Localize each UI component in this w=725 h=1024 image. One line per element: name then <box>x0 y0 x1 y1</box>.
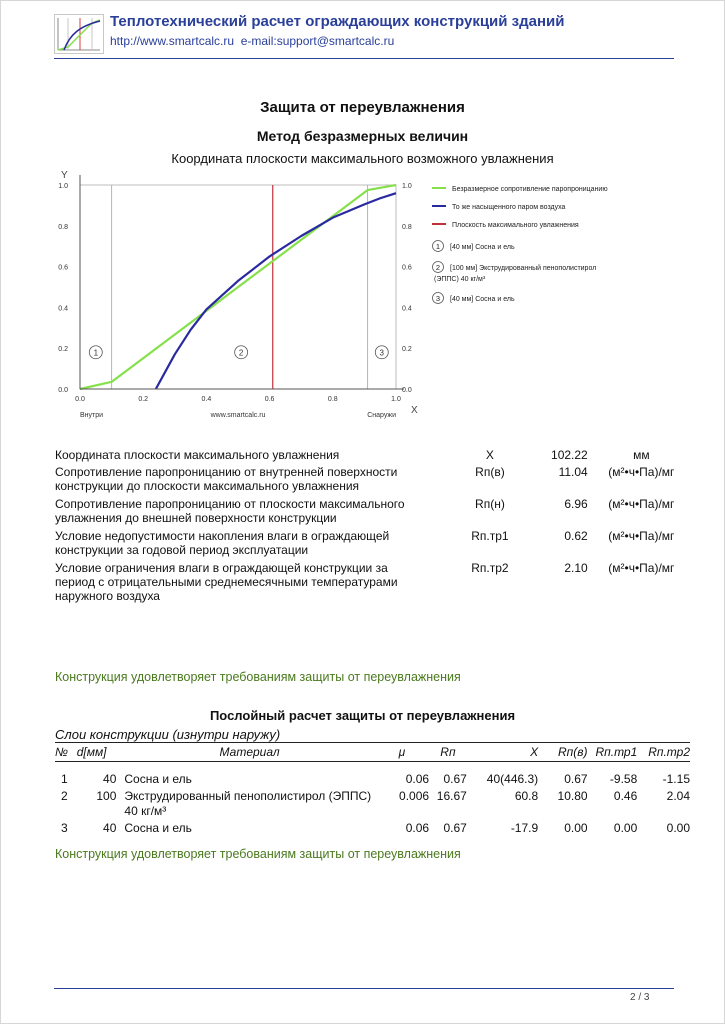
header-title: Теплотехнический расчет ограждающих конструкций зданий <box>110 13 565 30</box>
header-divider <box>54 58 674 59</box>
x-tick-label: 1.0 <box>391 396 401 403</box>
layers-cell: 3 <box>61 821 68 835</box>
layers-row <box>55 820 690 837</box>
layers-cell: 16.67 <box>436 789 467 803</box>
result-row <box>55 448 695 465</box>
result-value: 2.10 <box>564 561 588 575</box>
legend-label: Плоскость максимального увлажнения <box>452 222 579 229</box>
x-tick-label: 0.8 <box>327 396 338 403</box>
result-symbol: Rп.тр2 <box>471 561 509 575</box>
layers-cell: 40(446.3) <box>486 772 539 786</box>
result-unit: (м²•ч•Па)/мг <box>608 529 675 543</box>
footer-divider <box>54 988 674 989</box>
layers-column-header: Rп.тр1 <box>588 743 638 762</box>
legend-layer-number: 2 <box>435 263 441 272</box>
chart-legend <box>432 186 608 304</box>
results-table <box>55 448 695 607</box>
legend-layer-label: [40 мм] Сосна и ель <box>450 296 515 303</box>
layers-cell: 40 <box>103 772 117 786</box>
layers-column-header: μ <box>375 743 429 762</box>
header-url[interactable]: http://www.smartcalc.ru <box>110 34 235 48</box>
layers-column-header: Rп.тр2 <box>637 743 690 762</box>
result-row <box>55 497 695 529</box>
layers-header-row <box>55 743 690 762</box>
layers-title: Послойный расчет защиты от переувлажнения <box>209 708 516 723</box>
y-tick-label-right: 0.2 <box>402 346 412 354</box>
label-outside: Снаружи <box>367 412 396 419</box>
layers-cell: 0.00 <box>666 821 690 835</box>
result-value: 11.04 <box>558 465 588 479</box>
moisture-chart <box>0 165 725 425</box>
y-tick-label-left: 0.6 <box>58 264 68 272</box>
result-label: Сопротивление паропроницанию от внутренней поверхности конструкции до плоскости максимального увлажнения <box>55 465 398 493</box>
legend-layer-number: 1 <box>435 242 441 251</box>
layers-cell: 2 <box>61 789 68 803</box>
result-symbol: Rп(н) <box>475 497 505 511</box>
layers-column-header: Материал <box>116 743 374 762</box>
y-tick-label-left: 1.0 <box>58 183 68 190</box>
layers-cell: 1 <box>61 772 68 786</box>
layers-cell: Экструдированный пенополистирол (ЭППС) 40 кг/м³ <box>124 789 372 818</box>
y-tick-label-right: 1.0 <box>402 183 412 190</box>
y-tick-label-right: 0.4 <box>402 305 412 313</box>
layers-cell: -1.15 <box>662 772 690 786</box>
layers-cell: -9.58 <box>609 772 638 786</box>
method-title: Метод безразмерных величин <box>256 128 469 144</box>
y-tick-label-left: 0.8 <box>58 223 68 231</box>
layers-table <box>55 742 690 837</box>
result-symbol: Rп.тр1 <box>471 529 509 543</box>
conclusion-text-2: Конструкция удовлетворяет требованиям защиты от переувлажнения <box>55 847 461 861</box>
layers-cell: 0.06 <box>405 821 430 835</box>
layers-column-header: № <box>55 743 77 762</box>
y-tick-label-left: 0.2 <box>58 346 68 354</box>
result-row <box>55 561 695 607</box>
layers-cell: 100 <box>96 789 117 803</box>
y-tick-label-right: 0.6 <box>402 264 412 272</box>
layers-cell: 0.67 <box>443 821 467 835</box>
result-row <box>55 529 695 561</box>
logo-icon <box>54 14 104 54</box>
layers-cell: 0.67 <box>443 772 467 786</box>
legend-label: То же насыщенного паром воздуха <box>452 204 566 211</box>
header-contacts <box>110 34 394 48</box>
layer-marker-number: 1 <box>93 348 99 358</box>
layers-cell: 2.04 <box>666 789 690 803</box>
y-tick-label-right: 0.8 <box>402 223 412 231</box>
layers-column-header: X <box>467 743 538 762</box>
result-label: Сопротивление паропроницанию от плоскости максимального увлажнения до внешней поверхности конструкции <box>55 497 405 525</box>
legend-layer-label-cont: (ЭППС) 40 кг/м³ <box>434 276 486 283</box>
layers-cell: 0.00 <box>564 821 588 835</box>
layers-cell: -17.9 <box>510 821 539 835</box>
result-row <box>55 465 695 497</box>
layers-cell: 0.67 <box>564 772 588 786</box>
layers-column-header: Rп <box>429 743 467 762</box>
result-label: Условие ограничения влаги в ограждающей конструкции за период с отрицательными среднемесячными температурами наружного воздуха <box>55 561 398 603</box>
layers-cell: 0.00 <box>613 821 638 835</box>
chart-title: Координата плоскости максимального возможного увлажнения <box>171 151 554 166</box>
layers-cell: 0.46 <box>613 789 638 803</box>
result-value: 0.62 <box>564 529 588 543</box>
layers-cell: Сосна и ель <box>124 772 192 786</box>
conclusion-text: Конструкция удовлетворяет требованиям защиты от переувлажнения <box>55 670 461 684</box>
legend-layer-label: [100 мм] Экструдированный пенополистирол <box>450 265 597 272</box>
layers-cell: 40 <box>103 821 117 835</box>
layer-marker-number: 2 <box>238 348 244 358</box>
layers-caption: Слои конструкции (изнутри наружу) <box>55 727 281 742</box>
layers-cell: 0.06 <box>405 772 430 786</box>
page-title: Защита от переувлажнения <box>260 99 465 116</box>
x-tick-label: 0.6 <box>264 396 275 403</box>
legend-label: Безразмерное сопротивление паропроницанию <box>452 186 608 193</box>
header-email[interactable]: e-mail:support@smartcalc.ru <box>240 34 395 48</box>
result-value: 102.22 <box>551 448 588 462</box>
result-value: 6.96 <box>564 497 588 511</box>
layers-cell: 10.80 <box>557 789 588 803</box>
result-label: Условие недопустимости накопления влаги в ограждающей конструкции за годовой период эксплуатации <box>55 529 390 557</box>
page-number: 2 / 3 <box>630 992 650 1003</box>
y-axis-label: Y <box>61 170 68 181</box>
result-unit: мм <box>633 448 650 462</box>
result-symbol: Rп(в) <box>475 465 505 479</box>
layers-row <box>55 762 690 789</box>
label-site: www.smartcalc.ru <box>210 412 266 419</box>
y-tick-label-left: 0.0 <box>58 387 68 394</box>
y-tick-label-right: 0.0 <box>402 387 412 394</box>
result-unit: (м²•ч•Па)/мг <box>608 497 675 511</box>
y-tick-label-left: 0.4 <box>58 305 68 313</box>
legend-layer-label: [40 мм] Сосна и ель <box>450 244 515 251</box>
result-label: Координата плоскости максимального увлажнения <box>55 448 340 462</box>
layers-cell: Сосна и ель <box>124 821 192 835</box>
layers-cell: 60.8 <box>514 789 539 803</box>
x-tick-label: 0.2 <box>138 396 149 403</box>
layer-marker-number: 3 <box>379 348 385 358</box>
label-inside: Внутри <box>80 412 104 419</box>
x-axis-label: X <box>411 405 418 416</box>
result-unit: (м²•ч•Па)/мг <box>608 465 675 479</box>
layers-cell: 0.006 <box>399 789 430 803</box>
x-tick-label: 0.0 <box>75 396 85 403</box>
layers-row <box>55 788 690 820</box>
x-tick-label: 0.4 <box>201 396 212 403</box>
result-unit: (м²•ч•Па)/мг <box>608 561 675 575</box>
layers-column-header: Rп(в) <box>538 743 587 762</box>
legend-layer-number: 3 <box>435 294 441 303</box>
result-symbol: X <box>485 448 494 462</box>
layers-column-header: d[мм] <box>77 743 117 762</box>
